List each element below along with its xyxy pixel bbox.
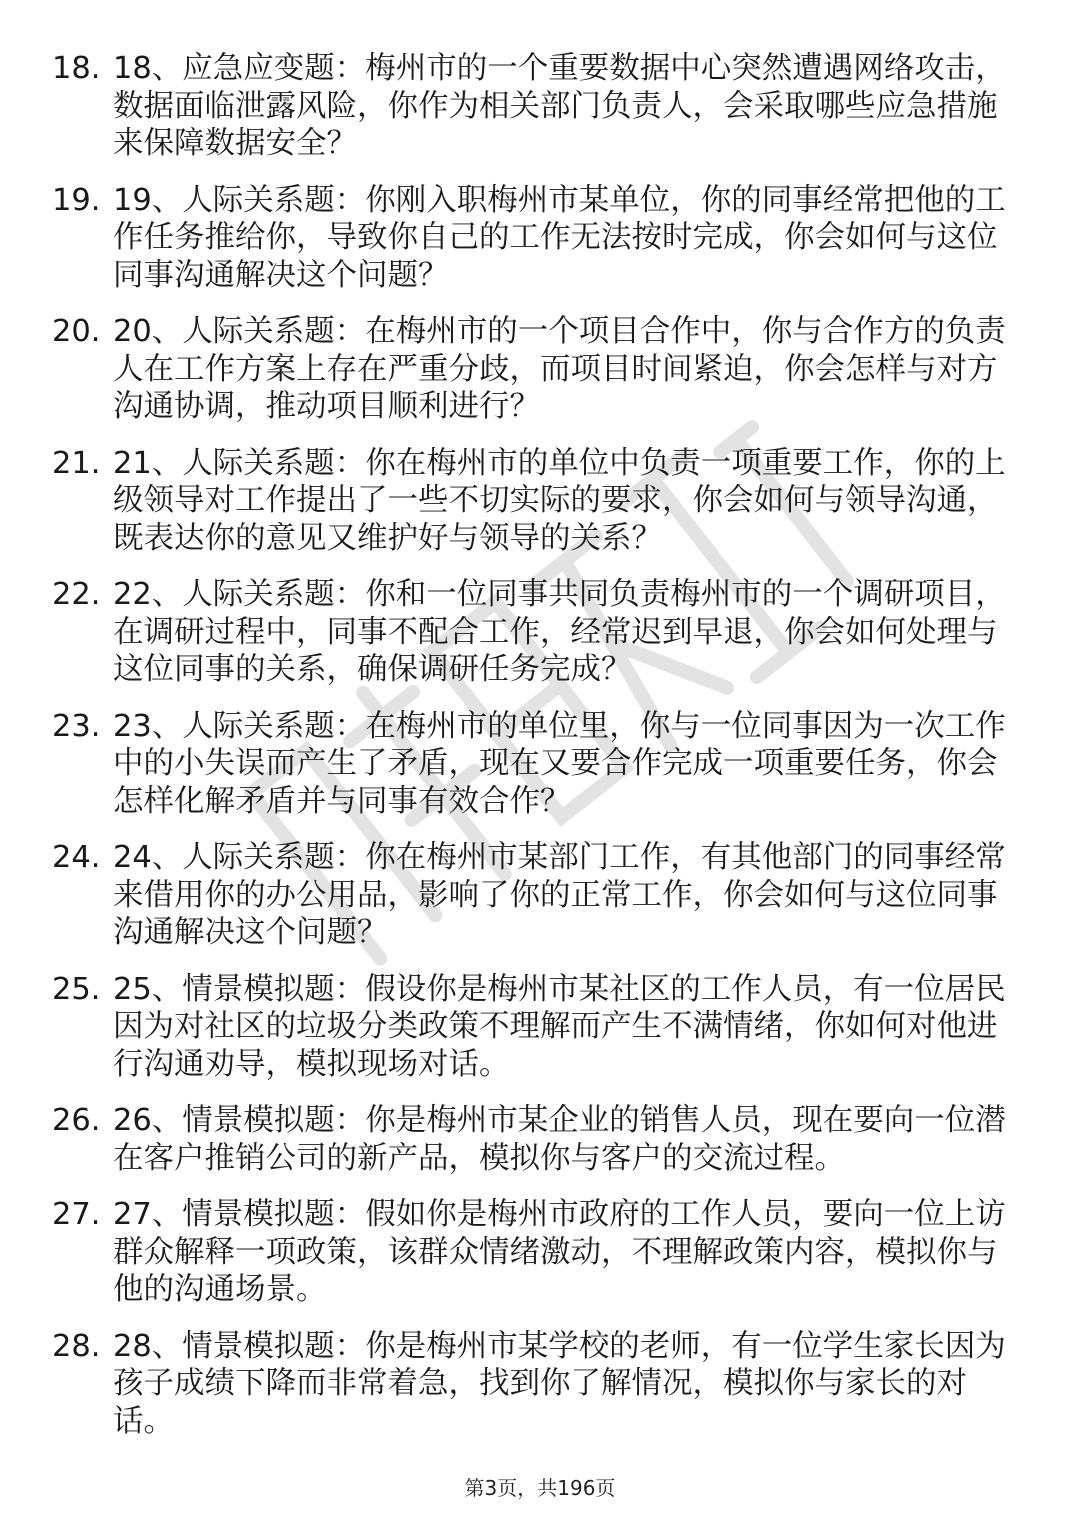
question-text: 26、情景模拟题：你是梅州市某企业的销售人员，现在要向一位潜在客户推销公司的新产品，模拟你与客户的交流过程。 <box>113 1103 1006 1176</box>
question-text: 19、人际关系题：你刚入职梅州市某单位，你的同事经常把他的工作任务推给你，导致你自己的工作无法按时完成，你会如何与这位同事沟通解决这个问题？ <box>113 182 1006 293</box>
question-item <box>52 182 1012 295</box>
question-number: 24. <box>52 840 101 875</box>
question-item <box>52 50 1012 163</box>
question-number: 26. <box>52 1103 101 1138</box>
question-number: 27. <box>52 1197 101 1232</box>
question-item <box>52 1102 1012 1177</box>
question-item <box>52 1328 1012 1441</box>
question-text: 28、情景模拟题：你是梅州市某学校的老师，有一位学生家长因为孩子成绩下降而非常着急，找到你了解情况，模拟你与家长的对话。 <box>113 1328 1006 1439</box>
page-footer: 第3页，共196页 <box>464 1476 616 1500</box>
question-item <box>52 708 1012 821</box>
question-item <box>52 971 1012 1084</box>
question-item <box>52 576 1012 689</box>
question-item <box>52 839 1012 952</box>
question-number: 19. <box>52 182 101 218</box>
question-text: 23、人际关系题：在梅州市的单位里，你与一位同事因为一次工作中的小失误而产生了矛盾，现在又要合作完成一项重要任务，你会怎样化解矛盾并与同事有效合作？ <box>113 708 1006 819</box>
question-list <box>52 50 1012 1459</box>
question-text: 22、人际关系题：你和一位同事共同负责梅州市的一个调研项目，在调研过程中，同事不配合工作，经常迟到早退，你会如何处理与这位同事的关系，确保调研任务完成？ <box>113 577 1006 687</box>
question-item <box>52 313 1012 426</box>
question-number: 21. <box>52 445 101 481</box>
question-number: 20. <box>52 314 101 349</box>
question-number: 28. <box>52 1328 101 1364</box>
question-text: 25、情景模拟题：假设你是梅州市某社区的工作人员，有一位居民因为对社区的垃圾分类政策不理解而产生不满情绪，你如何对他进行沟通劝导，模拟现场对话。 <box>113 971 1006 1082</box>
question-number: 18. <box>52 51 101 86</box>
question-number: 25. <box>52 971 101 1007</box>
question-number: 23. <box>52 708 101 744</box>
question-text: 24、人际关系题：你在梅州市某部门工作，有其他部门的同事经常来借用你的办公用品，影响了你的正常工作，你会如何与这位同事沟通解决这个问题？ <box>113 840 1006 950</box>
question-item <box>52 1196 1012 1309</box>
question-text: 18、应急应变题：梅州市的一个重要数据中心突然遭遇网络攻击，数据面临泄露风险，你作为相关部门负责人，会采取哪些应急措施来保障数据安全？ <box>113 51 1006 161</box>
question-number: 22. <box>52 577 101 612</box>
question-text: 27、情景模拟题：假如你是梅州市政府的工作人员，要向一位上访群众解释一项政策，该群众情绪激动，不理解政策内容，模拟你与他的沟通场景。 <box>113 1197 1006 1307</box>
question-text: 20、人际关系题：在梅州市的一个项目合作中，你与合作方的负责人在工作方案上存在严重分歧，而项目时间紧迫，你会怎样与对方沟通协调，推动项目顺利进行？ <box>113 314 1006 424</box>
question-item <box>52 445 1012 558</box>
question-text: 21、人际关系题：你在梅州市的单位中负责一项重要工作，你的上级领导对工作提出了一些不切实际的要求，你会如何与领导沟通，既表达你的意见又维护好与领导的关系？ <box>113 445 1006 556</box>
